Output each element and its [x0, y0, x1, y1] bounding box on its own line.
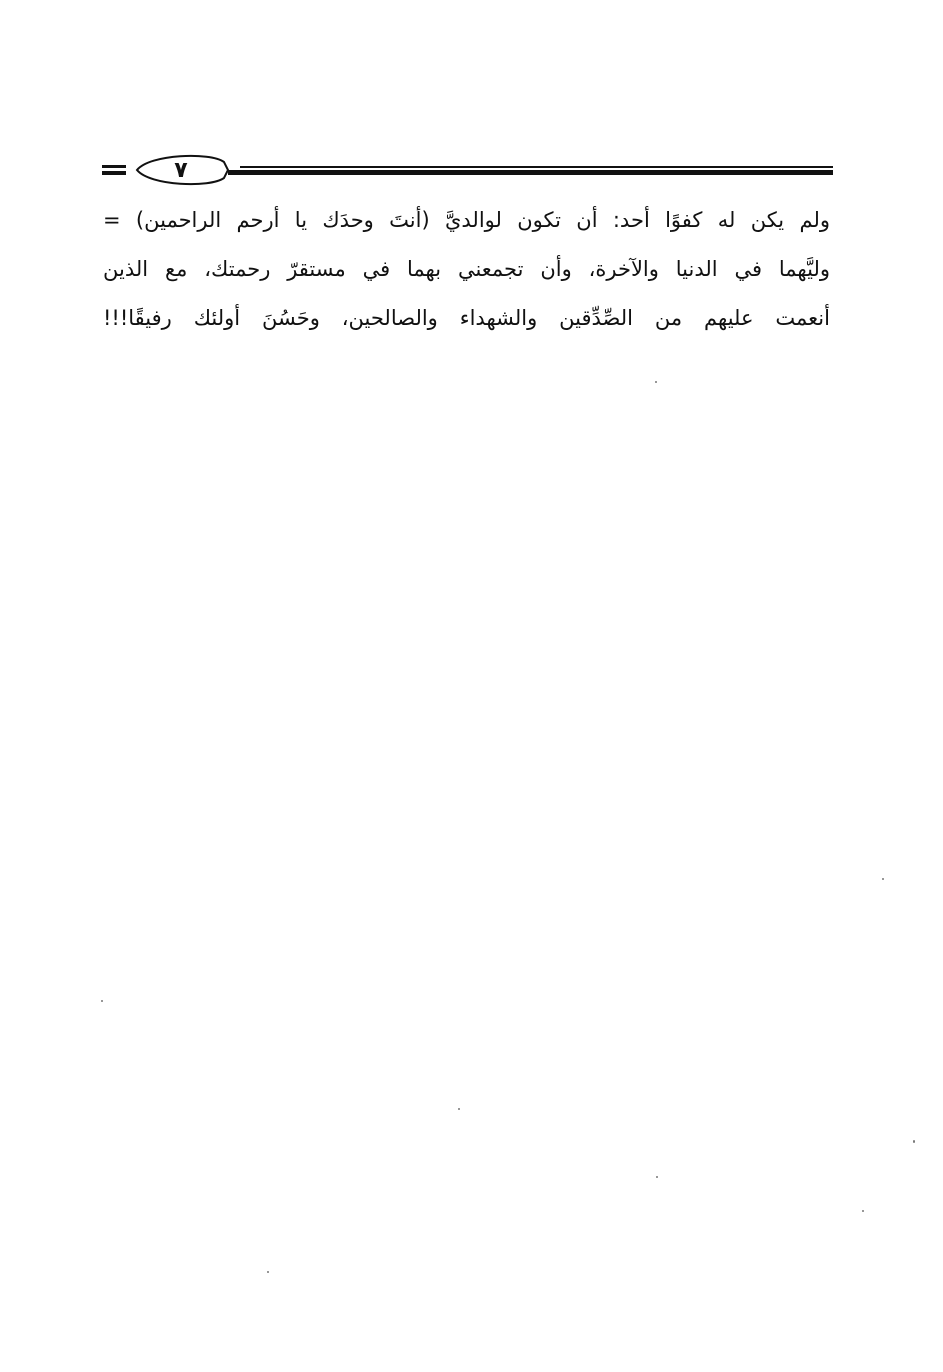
left-short-bar-bottom — [102, 171, 126, 175]
left-short-bar-top — [102, 165, 126, 168]
scan-speck — [913, 1140, 915, 1143]
text-line: أنعمت عليهم من الصِّدِّقين والشهداء والصالحين، وحَسُنَ أولئك رفيقًا!!! — [103, 306, 830, 330]
scan-speck — [882, 878, 884, 880]
page-number: ٧ — [174, 157, 188, 183]
scan-speck — [656, 1176, 658, 1178]
scan-speck — [655, 381, 657, 383]
scan-speck — [267, 1271, 269, 1273]
text-line: وليَّهما في الدنيا والآخرة، وأن تجمعني بهما في مستقرّ رحمتك، مع الذين — [103, 257, 830, 281]
long-rule-thin — [240, 166, 833, 168]
body-text — [103, 196, 830, 343]
scan-speck — [862, 1210, 864, 1212]
scan-speck — [101, 1000, 103, 1002]
scan-speck — [458, 1108, 460, 1110]
text-line: ولم يكن له كفوًا أحد: أن تكون لوالديَّ (أنتَ وحدَك يا أرحم الراحمين) = — [103, 208, 830, 232]
long-rule-thick — [228, 170, 833, 175]
